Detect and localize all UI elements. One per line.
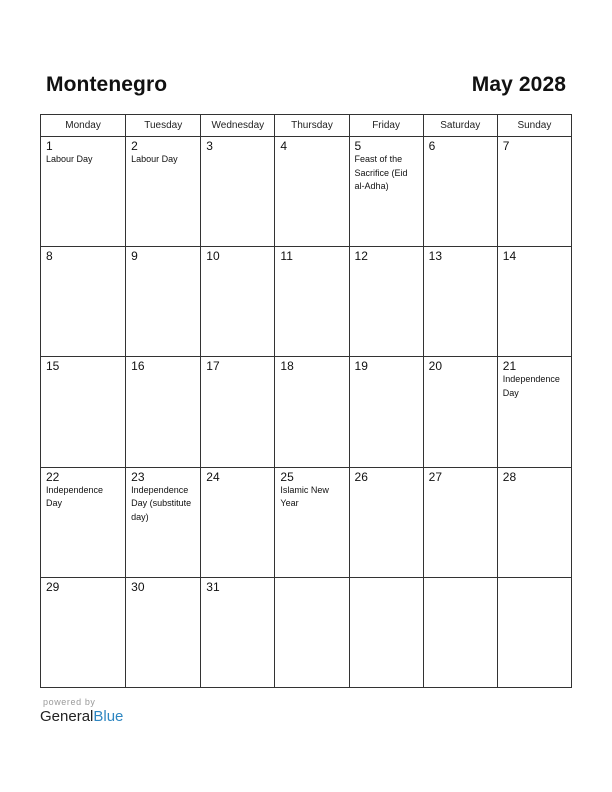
day-cell (497, 467, 571, 577)
day-number: 23 (131, 469, 145, 484)
day-number (424, 578, 497, 580)
day-cell (275, 247, 349, 357)
day-cell (349, 357, 423, 467)
day-number: 17 (206, 359, 220, 374)
powered-by-text: powered by (43, 697, 96, 707)
week-row (41, 577, 572, 687)
month-year-title: May 2028 (471, 73, 566, 96)
day-number (498, 578, 571, 580)
weekday-monday: Monday (41, 115, 126, 137)
country-title: Montenegro (46, 73, 168, 96)
day-cell (497, 137, 571, 247)
day-number: 10 (206, 249, 220, 264)
day-cell (275, 467, 349, 577)
day-cell (201, 247, 275, 357)
day-cell (126, 577, 201, 687)
day-number: 2 (131, 139, 138, 153)
day-cell (201, 577, 275, 687)
day-number: 30 (131, 579, 145, 594)
week-row (41, 137, 572, 247)
day-cell (349, 577, 423, 687)
day-number (275, 578, 348, 580)
day-cell (497, 577, 571, 687)
day-cell (349, 137, 423, 247)
day-cell (201, 357, 275, 467)
day-cell (126, 357, 201, 467)
day-cell (126, 247, 201, 357)
weekday-saturday: Saturday (423, 115, 497, 137)
day-number: 25 (280, 469, 294, 484)
day-number: 24 (206, 469, 220, 484)
day-cell (497, 247, 571, 357)
month-calendar-grid (40, 114, 572, 688)
footer-branding (40, 697, 123, 725)
weekday-wednesday: Wednesday (201, 115, 275, 137)
day-cell (201, 467, 275, 577)
brand-name-part1: General (40, 708, 94, 725)
calendar-header (46, 70, 566, 100)
day-number: 16 (131, 359, 145, 374)
day-cell (201, 137, 275, 247)
day-number (350, 578, 423, 580)
weekday-friday: Friday (349, 115, 423, 137)
day-number: 31 (206, 579, 220, 594)
day-cell (349, 467, 423, 577)
holiday-label: Labour Day (46, 154, 93, 164)
day-number: 11 (280, 249, 293, 264)
brand-name-part2: Blue (93, 708, 124, 725)
day-cell (423, 357, 497, 467)
weekday-header-row (41, 115, 572, 137)
holiday-label: Independence Day (46, 484, 104, 509)
day-cell (275, 357, 349, 467)
week-row (41, 467, 572, 577)
week-row (41, 357, 572, 467)
day-cell (126, 137, 201, 247)
holiday-label: Feast of the Sacrifice (Eid al-Adha) (354, 154, 408, 191)
day-number: 20 (428, 359, 443, 374)
day-cell (275, 577, 349, 687)
generalblue-logo (40, 708, 123, 725)
day-number: 14 (502, 249, 517, 264)
day-number: 18 (280, 359, 294, 374)
day-cell (41, 137, 126, 247)
day-cell (423, 577, 497, 687)
weekday-thursday: Thursday (275, 115, 349, 137)
day-number: 8 (46, 249, 53, 264)
day-number: 15 (46, 359, 60, 374)
day-number: 13 (428, 249, 443, 264)
day-number: 21 (502, 359, 517, 374)
day-number: 4 (280, 139, 288, 153)
day-cell (349, 247, 423, 357)
day-cell (423, 467, 497, 577)
day-number: 7 (502, 139, 510, 153)
day-number: 9 (131, 249, 138, 264)
day-number: 5 (354, 139, 362, 153)
holiday-label: Independence Day (502, 374, 560, 398)
weekday-tuesday: Tuesday (126, 115, 201, 137)
day-cell (41, 577, 126, 687)
day-number: 28 (502, 469, 517, 484)
weekday-sunday: Sunday (497, 115, 571, 137)
day-number: 6 (428, 139, 436, 153)
day-number: 3 (206, 139, 213, 153)
day-number: 22 (46, 469, 60, 484)
day-cell (275, 137, 349, 247)
holiday-label: Islamic New Year (280, 484, 329, 509)
day-cell (41, 247, 126, 357)
holiday-label: Independence Day (substitute day) (131, 484, 192, 522)
day-number: 12 (354, 249, 368, 264)
day-cell (41, 467, 126, 577)
day-cell (423, 137, 497, 247)
day-number: 19 (354, 359, 368, 374)
day-cell (497, 357, 571, 467)
holiday-label: Labour Day (131, 154, 178, 164)
day-cell (41, 357, 126, 467)
day-cell (126, 467, 201, 577)
day-cell (423, 247, 497, 357)
day-number: 1 (46, 139, 53, 153)
day-number: 29 (46, 579, 60, 594)
week-row (41, 247, 572, 357)
day-number: 27 (428, 469, 443, 484)
day-number: 26 (354, 469, 368, 484)
